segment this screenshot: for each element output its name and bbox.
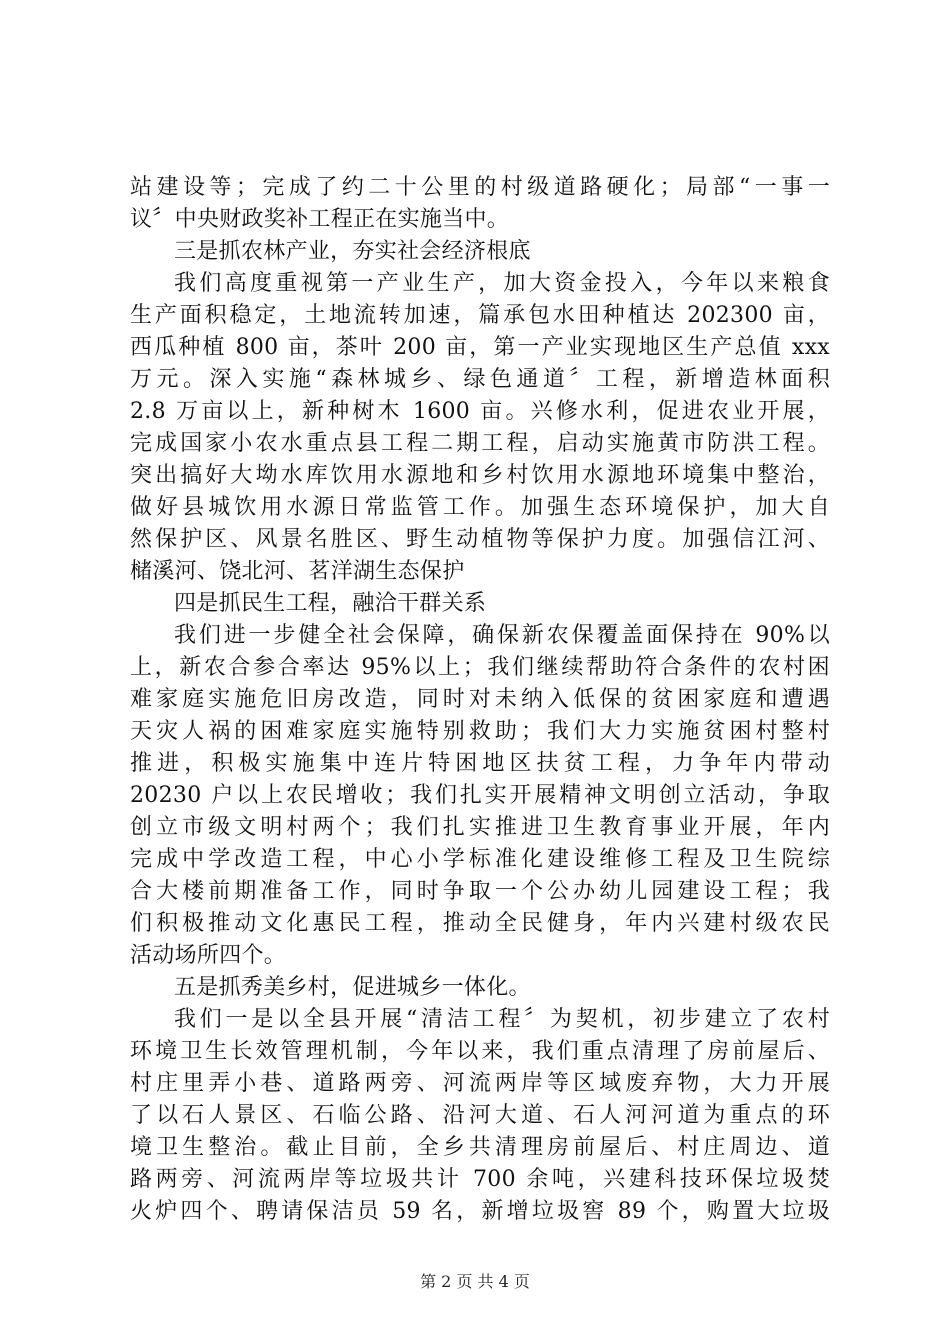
text-line: 2.8 万亩以上，新种树木 1600 亩。兴修水利，促进农业开展， <box>130 399 830 424</box>
text-line: 生产面积稳定，土地流转加速，篇承包水田种植达 202300 亩， <box>130 303 830 328</box>
text-line: 然保护区、风景名胜区、野生动植物等保护力度。加强信江河、 <box>130 527 830 552</box>
text-line: 20230 户以上农民增收；我们扎实开展精神文明创立活动，争取 <box>130 783 830 808</box>
text-line: 了以石人景区、石临公路、沿河大道、石人河河道为重点的环 <box>130 1103 830 1128</box>
text-line: 突出搞好大坳水库饮用水源地和乡村饮用水源地环境集中整治， <box>130 463 830 488</box>
text-line: 完成中学改造工程，中心小学标准化建设维修工程及卫生院综 <box>130 847 830 872</box>
text-line: 难家庭实施危旧房改造，同时对未纳入低保的贫困家庭和遭遇 <box>130 687 830 712</box>
text-line: 万元。深入实施“森林城乡、绿色通道〞工程，新增造林面积 <box>130 367 830 392</box>
text-line: 火炉四个、聘请保洁员 59 名，新增垃圾窖 89 个，购置大垃圾 <box>130 1199 830 1224</box>
text-line: 们积极推动文化惠民工程，推动全民健身，年内兴建村级农民 <box>130 911 830 936</box>
text-line: 境卫生整治。截止目前，全乡共清理房前屋后、村庄周边、道 <box>130 1135 830 1160</box>
page-number-label: 第 2 页 共 4 页 <box>420 1272 530 1291</box>
text-line: 天灾人祸的困难家庭实施特别救助；我们大力实施贫困村整村 <box>130 719 830 744</box>
page-footer <box>0 1271 950 1293</box>
text-line: 议〞中央财政奖补工程正在实施当中。 <box>130 207 510 232</box>
text-line: 完成国家小农水重点县工程二期工程，启动实施黄市防洪工程。 <box>130 431 830 456</box>
section-heading: 五是抓秀美乡村，促进城乡一体化。 <box>174 975 531 1000</box>
text-line: 我们进一步健全社会保障，确保新农保覆盖面保持在 90%以 <box>174 623 830 648</box>
text-line: 合大楼前期准备工作，同时争取一个公办幼儿园建设工程；我 <box>130 879 830 904</box>
text-line: 我们一是以全县开展“清洁工程〞为契机，初步建立了农村 <box>174 1007 830 1032</box>
text-line: 村庄里弄小巷、道路两旁、河流两岸等区域废弃物，大力开展 <box>130 1071 830 1096</box>
text-line: 槠溪河、饶北河、茗洋湖生态保护 <box>130 559 465 584</box>
text-line: 路两旁、河流两岸等垃圾共计 700 余吨，兴建科技环保垃圾焚 <box>130 1167 830 1192</box>
text-line: 推进，积极实施集中连片特困地区扶贫工程，力争年内带动 <box>130 751 830 776</box>
text-line: 活动场所四个。 <box>130 943 287 968</box>
text-line: 我们高度重视第一产业生产，加大资金投入，今年以来粮食 <box>174 271 830 296</box>
section-heading: 四是抓民生工程，融洽干群关系 <box>174 591 487 616</box>
text-line: 做好县城饮用水源日常监管工作。加强生态环境保护，加大自 <box>130 495 830 520</box>
text-line: 创立市级文明村两个；我们扎实推进卫生教育事业开展，年内 <box>130 815 830 840</box>
section-heading: 三是抓农林产业，夯实社会经济根底 <box>174 239 531 264</box>
text-line: 环境卫生长效管理机制，今年以来，我们重点清理了房前屋后、 <box>130 1039 830 1064</box>
text-line: 西瓜种植 800 亩，茶叶 200 亩，第一产业实现地区生产总值 xxx <box>130 335 830 360</box>
document-body <box>130 172 830 1228</box>
text-line: 上，新农合参合率达 95%以上；我们继续帮助符合条件的农村困 <box>130 655 830 680</box>
text-line: 站建设等；完成了约二十公里的村级道路硬化；局部“一事一 <box>130 175 830 200</box>
